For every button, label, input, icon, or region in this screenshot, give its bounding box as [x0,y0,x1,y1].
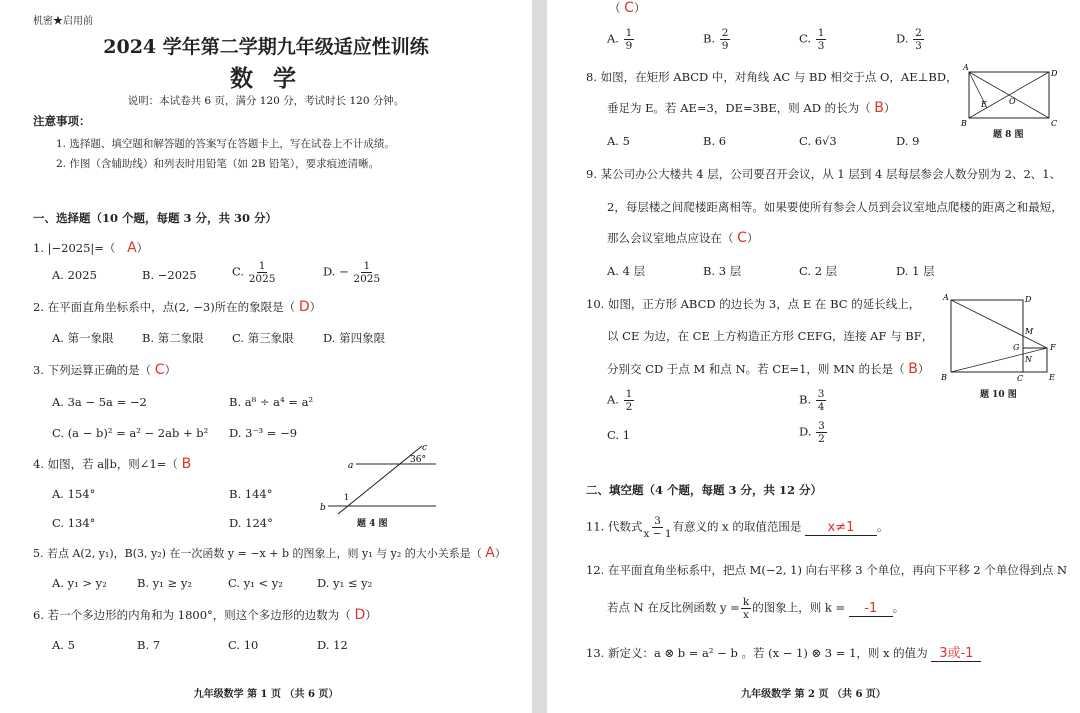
q7-option-d [896,27,925,52]
question-8-close: ） [883,101,896,115]
q7-option-d-label: D. [896,31,909,46]
figure-10-squares [937,290,1062,385]
fraction-denominator: 2025 [353,273,381,286]
q7-option-a-fraction [624,27,635,52]
square-abcd [951,300,1023,372]
point-a-label: A [963,63,969,72]
q1-option-d-fraction [353,260,380,285]
question-9-answer: C [737,230,747,246]
q4-option-c: C. 134° [52,516,96,530]
q7-option-c-fraction [816,27,827,52]
fraction-numerator: 2 [721,27,729,39]
fraction-numerator: 3 [654,515,661,527]
q2-option-d: D. 第四象限 [323,331,386,345]
section-2-heading: 二、填空题（4 个题，每题 3 分，共 12 分） [586,483,823,497]
angle-36: 36° [410,455,426,465]
question-9-line-1: 9. 某公司办公大楼共 4 层，公司要召开会议，从 1 层到 4 层每层参会人数分别为 2、2、1、 [586,167,1062,181]
fraction-denominator: 2 [818,433,825,446]
q9-option-d: D. 1 层 [896,264,935,278]
q4-option-b: B. 144° [229,487,273,501]
fraction-denominator: 2025 [248,273,276,286]
fraction-numerator: 1 [363,260,371,272]
question-8-line-2 [607,100,895,116]
figure-8-rectangle [957,62,1057,128]
question-3-answer: C [154,362,165,378]
q10-option-b [799,388,827,413]
fraction-denominator: 2 [625,401,633,414]
fraction-denominator: 4 [817,401,825,414]
notice-item-1: 1. 选择题、填空题和解答题的答案写在答题卡上，写在试卷上不计成绩。 [56,138,395,150]
fraction-denominator: 3 [817,40,825,53]
point-c-label: C [1017,374,1024,383]
q1-option-b: B. −2025 [142,268,197,282]
q5-option-c: C. y₁ < y₂ [228,576,283,590]
question-10-line-2: 以 CE 为边，在 CE 上方构造正方形 CEFG，连接 AF 与 BF， [607,329,934,343]
q8-option-a: A. 5 [607,134,630,148]
fraction-numerator: k [742,596,750,608]
question-6-stem: 6. 若一个多边形的内角和为 1800°，则这个多边形的边数为（ [33,608,351,622]
point-c-label: C [1051,119,1057,128]
point-o-label: O [1009,97,1016,106]
question-12-answer: -1 [849,601,893,617]
question-8-answer: B [874,100,884,116]
point-a-label: A [943,293,949,302]
question-2-close: ） [309,300,322,314]
question-8-line-1: 8. 如图，在矩形 ABCD 中，对角线 AC 与 BD 相交于点 O，AE⊥BD， [586,70,958,84]
q7-option-b-fraction [720,27,731,52]
question-13-answer: 3或-1 [931,642,981,662]
label-a: a [348,461,354,471]
q7-option-b [703,27,731,52]
question-12-line-1: 12. 在平面直角坐标系中，把点 M(−2, 1) 向右平移 3 个单位，再向下平移 2 个单位得到点 N [586,563,1068,577]
question-11 [586,515,888,540]
question-7-tail [609,0,645,16]
question-9-line-2: 2，每层楼之间爬楼距离相等。如果要使所有参会人员到会议室地点爬楼的距离之和最短， [607,200,1063,214]
question-4-answer: B [181,456,192,472]
page-2-footer: 九年级数学 第 2 页 （共 6 页） [741,689,886,700]
point-e-label: E [981,100,987,109]
fraction-numerator: 1 [625,388,633,400]
q3-option-c: C. (a − b)² = a² − 2ab + b² [52,426,209,440]
q3-option-b: B. a⁸ ÷ a⁴ = a² [229,395,314,409]
q10-option-d-label: D. [799,424,812,439]
q11-fraction [643,515,671,540]
question-1 [33,240,148,256]
q1-option-c [232,260,276,285]
question-12-end: 。 [892,600,905,615]
q10-option-a-label: A. [607,392,619,407]
q10-option-a [607,388,635,413]
q6-option-a: A. 5 [52,638,75,652]
question-4 [33,456,191,472]
subject-title: 数 学 [229,65,302,92]
question-10-line-3 [607,361,929,377]
question-6 [33,607,377,623]
q10-option-b-fraction [816,388,827,413]
exam-page-1 [0,0,532,713]
question-1-close: ） [136,241,149,255]
question-1-stem: 1. |−2025|=（ [33,241,116,255]
q1-option-d-label: D. − [323,264,349,279]
fraction-denominator: 3 [915,40,922,53]
figure-8-caption: 题 8 图 [993,130,1024,140]
fraction-denominator: x − 1 [643,528,672,541]
fraction-numerator: 1 [625,27,633,39]
q10-option-d-fraction [816,420,827,445]
q6-option-b: B. 7 [137,638,161,652]
notice-item-2: 2. 作图（含辅助线）和列表时用铅笔（如 2B 铅笔），要求痕迹清晰。 [56,158,380,170]
q6-option-d: D. 12 [317,638,348,652]
q7-option-c-label: C. [799,31,812,46]
label-b: b [320,503,326,513]
question-8-stem: 垂足为 E。若 AE=3，DE=3BE，则 AD 的长为（ [607,101,871,115]
q5-option-b: B. y₁ ≥ y₂ [137,576,192,590]
question-2 [33,299,321,315]
question-4-stem: 4. 如图，若 a∥b，则∠1=（ [33,457,178,471]
q10-option-b-label: B. [799,392,812,407]
question-9-line-3 [607,230,758,246]
fraction-denominator: 9 [625,40,633,53]
exam-page-2 [547,0,1080,713]
q1-option-c-label: C. [232,264,245,279]
q5-option-a: A. y₁ > y₂ [52,576,107,590]
question-13 [586,642,981,662]
question-10-stem: 分别交 CD 于点 M 和点 N。若 CE=1，则 MN 的长是（ [607,362,905,376]
q4-option-d: D. 124° [229,516,273,530]
question-11-suffix: 有意义的 x 的取值范围是 [672,519,802,534]
q5-option-d: D. y₁ ≤ y₂ [317,576,373,590]
question-10-answer: B [908,361,918,377]
segment-bf [951,348,1047,372]
question-11-prefix: 11. 代数式 [586,519,643,534]
q8-option-d: D. 9 [896,134,920,148]
question-3-stem: 3. 下列运算正确的是（ [33,363,152,377]
question-1-answer: A [127,240,137,256]
fraction-numerator: 1 [258,260,266,272]
question-9-close: ） [746,231,759,245]
exam-instructions: 说明：本试卷共 6 页，满分 120 分，考试时长 120 分钟。 [127,95,405,107]
section-1-heading: 一、选择题（10 个题，每题 3 分，共 30 分） [33,211,278,225]
question-2-answer: D [298,299,310,315]
page-1-footer: 九年级数学 第 1 页 （共 6 页） [193,689,339,700]
question-5-answer: A [485,545,495,561]
question-11-answer: x≠1 [805,520,877,536]
q9-option-c: C. 2 层 [799,264,838,278]
q9-option-a: A. 4 层 [607,264,646,278]
q1-option-d [323,260,381,285]
question-7-close: ） [633,1,646,15]
label-c: c [422,443,428,453]
point-f-label: F [1050,343,1056,352]
q7-option-a [607,27,635,52]
q3-option-d: D. 3⁻³ = −9 [229,426,298,440]
q3-option-a: A. 3a − 5a = −2 [52,395,147,409]
fraction-numerator: 2 [915,27,922,39]
q7-option-a-label: A. [607,31,619,46]
question-7-answer: C [624,0,634,16]
question-5-stem: 5. 若点 A(2, y₁)，B(3, y₂) 在一次函数 y = −x + b 的图象上，则 y₁ 与 y₂ 的大小关系是（ [33,547,482,560]
question-10-close: ） [917,362,930,376]
question-10-line-1: 10. 如图，正方形 ABCD 的边长为 3，点 E 在 BC 的延长线上， [586,297,921,311]
angle-1: 1 [344,493,350,502]
figure-4-parallel-lines [318,440,438,518]
q8-option-c: C. 6√3 [799,134,837,148]
question-6-answer: D [354,607,366,623]
point-b-label: B [961,119,967,128]
figure-10-caption: 题 10 图 [980,390,1017,400]
q1-option-c-fraction [249,260,276,285]
question-3-close: ） [164,363,177,377]
question-3 [33,362,176,378]
point-e-label: E [1049,373,1055,382]
question-5-close: ） [494,547,506,560]
q8-option-b: B. 6 [703,134,727,148]
q7-option-b-label: B. [703,31,716,46]
q12-fraction [741,596,751,621]
question-2-stem: 2. 在平面直角坐标系中，点(2, −3)所在的象限是（ [33,300,296,314]
question-13-stem: 13. 新定义：a ⊗ b = a² − b 。若 (x − 1) ⊗ 3 = 1，则 x 的值为 [586,646,928,660]
fraction-denominator: 9 [721,40,729,53]
question-12-prefix: 若点 N 在反比例函数 y = [607,600,740,615]
fraction-numerator: 3 [818,420,825,432]
question-7-open: （ [609,1,621,15]
fraction-denominator: x [743,609,749,622]
q2-option-b: B. 第二象限 [142,331,204,345]
q10-option-c: C. 1 [607,428,631,442]
point-g-label: G [1013,343,1020,352]
q10-option-d [799,420,828,445]
point-m-label: M [1025,327,1034,336]
question-9-stem: 那么会议室地点应设在（ [607,231,734,245]
q7-option-d-fraction [913,27,924,52]
q2-option-a: A. 第一象限 [52,331,114,345]
q2-option-c: C. 第三象限 [232,331,294,345]
q1-option-a: A. 2025 [52,268,97,282]
question-12-line-2 [607,596,904,621]
point-n-label: N [1025,355,1032,364]
confidential-mark: 机密★启用前 [33,16,93,27]
fraction-numerator: 1 [817,27,825,39]
figure-4-caption: 题 4 图 [357,519,388,529]
q7-option-c [799,27,827,52]
fraction-numerator: 3 [817,388,825,400]
exam-title: 2024 学年第二学期九年级适应性训练 [103,36,429,58]
question-11-end: 。 [876,519,889,534]
point-d-label: D [1051,69,1057,78]
q10-option-a-fraction [624,388,635,413]
segment-af [951,300,1047,348]
point-b-label: B [941,373,947,382]
q9-option-b: B. 3 层 [703,264,742,278]
point-d-label: D [1025,295,1032,304]
question-6-close: ） [365,608,377,622]
notice-heading: 注意事项： [33,114,91,128]
question-12-suffix: 的图象上，则 k = [752,600,846,615]
q4-option-a: A. 154° [52,487,96,501]
question-5 [33,545,506,561]
q6-option-c: C. 10 [228,638,259,652]
